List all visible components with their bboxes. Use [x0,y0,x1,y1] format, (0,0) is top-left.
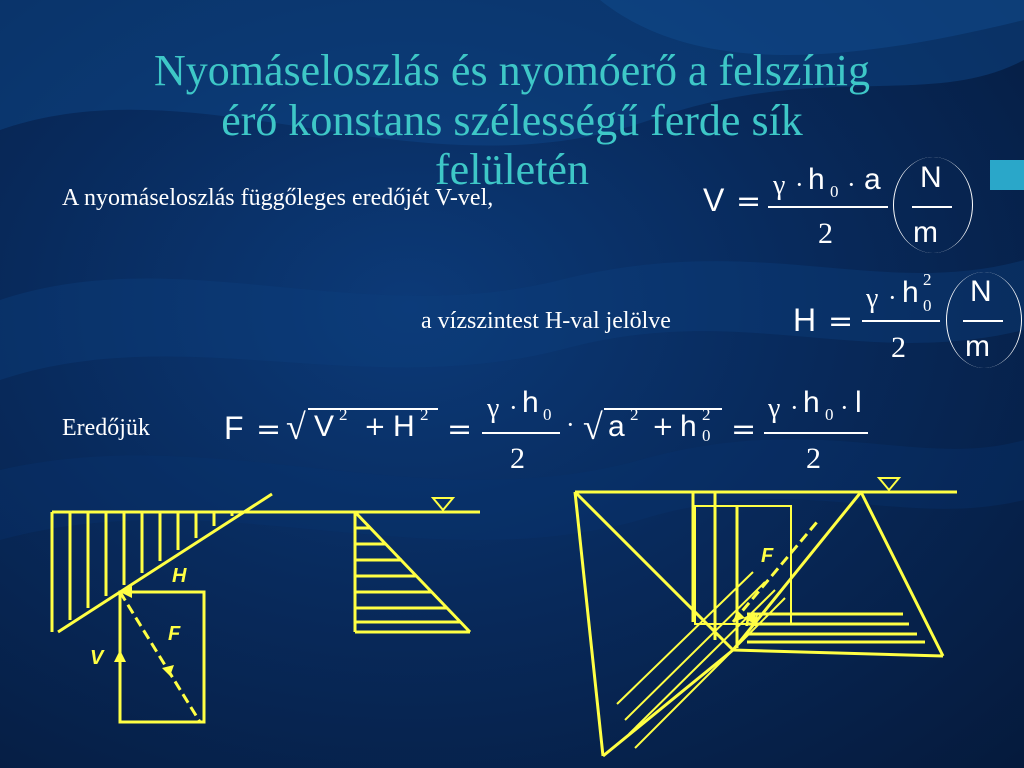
formula-f-dot3: · [790,393,799,422]
formula-f-l: l [855,386,862,419]
formula-f-denominator1: 2 [510,442,525,475]
formula-h-lhs: H [793,302,817,338]
formula-h-denominator: 2 [891,331,906,364]
formula-v-unit-m: m [913,216,938,249]
formula-f-V: V [314,410,335,443]
decor-block [990,160,1024,190]
text-vertical-resultant: A nyomáseloszlás függőleges eredőjét V-vel, [62,185,494,211]
formula-v-a: a [864,163,881,196]
formula-f-equals2: = [447,412,473,447]
formula-f-plus2: + [652,412,674,442]
formula-v-h: h [808,163,825,196]
formula-f-h3: h [803,386,820,419]
formula-h-h: h [902,276,919,309]
formula-v-denominator: 2 [818,217,833,250]
diagram-left-label-f: F [168,623,181,645]
formula-h-unit-m: m [965,330,990,363]
diagram-left-label-h: H [172,565,187,587]
formula-v-fraction-bar [768,206,888,208]
formula-h-sub0: 0 [923,296,932,315]
diagram-left-label-v: V [90,647,104,669]
slide-title [40,46,984,195]
formula-f-denominator2: 2 [806,442,821,475]
formula-f-sub0-1: 0 [543,405,552,424]
formula-f-fraction-bar2 [764,432,868,434]
formula-f-h2-sup2: 2 [702,405,711,424]
diagram-left [40,480,490,740]
formula-v-equals: = [736,184,762,219]
formula-f-dot4: · [840,393,849,422]
formula-h-unit-n: N [970,275,992,308]
formula-f-a: a [608,410,625,443]
formula-v-dot2: · [847,170,856,199]
formula-f-h2-sub0: 0 [702,426,711,445]
formula-v-lhs: V [703,182,725,218]
formula-f-h1: h [522,386,539,419]
diagram-right [565,472,965,764]
formula-f-equals3: = [731,412,757,447]
diagram-right-label-h: H [745,610,758,630]
formula-f-V-sup2: 2 [339,405,348,424]
formula-h-dot: · [888,283,897,312]
formula-v-dot1: · [795,170,804,199]
title-line-1: Nyomáseloszlás és nyomóerő a felszínig [153,46,871,95]
formula-f-gamma1: γ [487,393,500,424]
formula-f-equals1: = [256,412,282,447]
formula-f-gamma2: γ [768,393,781,424]
formula-f-H-sup2: 2 [420,405,429,424]
formula-h-sup2: 2 [923,270,932,289]
formula-v-sub0: 0 [830,182,839,201]
formula-f-dot2: · [566,410,575,439]
formula-f-a-sup2: 2 [630,405,639,424]
text-horizontal-resultant: a vízszintest H-val jelölve [421,308,671,334]
formula-f-plus1: + [364,412,386,442]
formula-f-H: H [393,410,415,443]
formula-f-h2: h [680,410,697,443]
formula-v-gamma: γ [773,170,786,201]
text-resultant: Eredőjük [62,415,150,441]
formula-f-sqrt2: √ [583,407,603,447]
formula-h-unit-bar [963,320,1003,322]
formula-h-fraction-bar [862,320,940,322]
formula-h-gamma: γ [866,283,879,314]
diagram-right-label-f: F [761,545,774,567]
title-line-2: érő konstans szélességű ferde sík [221,95,803,145]
formula-f-sub0-3: 0 [825,405,834,424]
formula-h-equals: = [828,304,854,339]
formula-f-sqrt1: √ [286,407,306,447]
formula-v-unit-bar [912,206,952,208]
formula-f-dot1: · [509,393,518,422]
formula-f-lhs: F [224,410,244,446]
formula-v-unit-n: N [920,161,942,194]
formula-f-fraction-bar1 [482,432,560,434]
title-line-3: felületén [435,145,589,195]
